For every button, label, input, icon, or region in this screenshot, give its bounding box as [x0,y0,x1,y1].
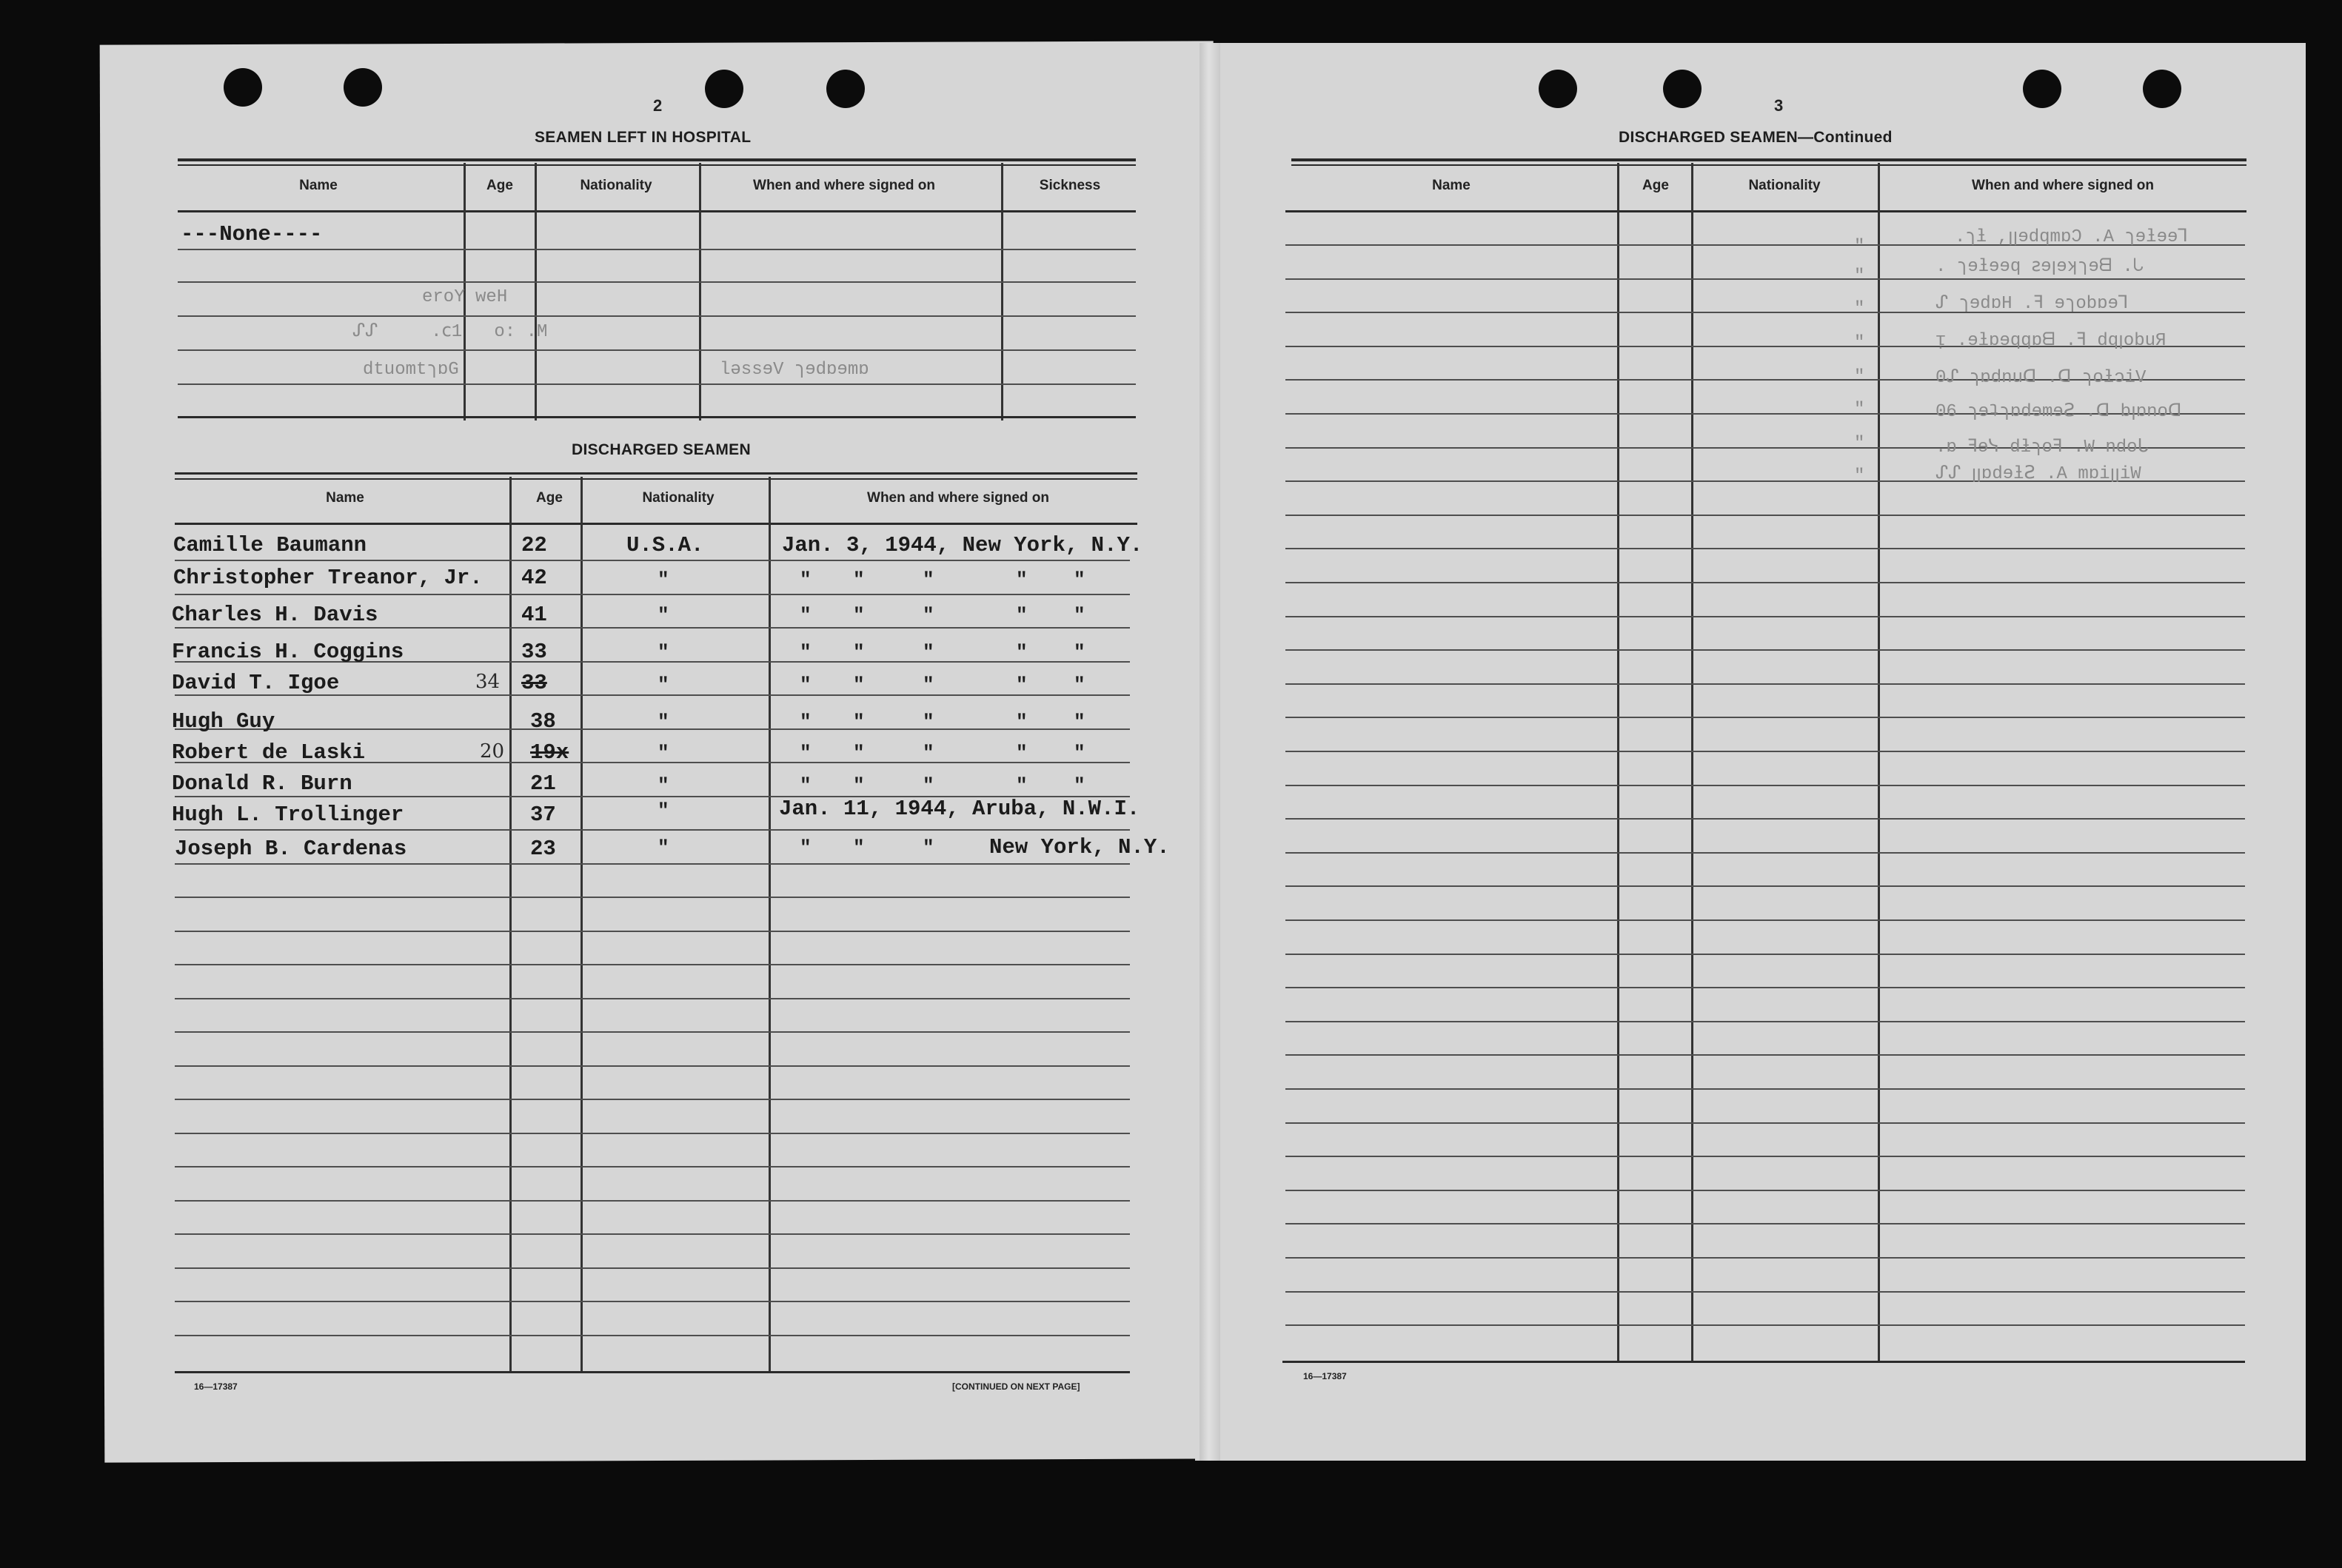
punch-hole [2143,70,2181,108]
table-row-line [175,1335,1130,1336]
ditto-mark: " [658,711,669,733]
right-col-signed-on: When and where signed on [1972,178,2154,193]
faint-ditto-mark: " [1854,367,1865,387]
seaman-signed-on: Jan. 3, 1944, New York, N.Y. [782,533,1143,557]
table-row-line [1285,1021,2245,1022]
table-row-line [175,1267,1130,1269]
handwritten-age-correction: 34 [475,671,501,693]
ditto-mark: " [800,837,812,859]
seaman-age: 33 [521,671,547,695]
table-row-line [1285,1223,2245,1224]
ditto-mark: " [1074,711,1085,733]
ditto-mark: " [658,569,669,591]
discharged-continued-title: DISCHARGED SEAMEN—Continued [1619,129,1893,146]
ditto-mark: " [923,569,934,591]
seaman-age: 42 [521,566,547,590]
table-row-line [1285,1054,2245,1056]
discharged-col-name: Name [326,490,364,506]
table-row-line [1285,885,2245,887]
discharged-header-rule [175,523,1137,525]
table-row-line [175,728,1130,730]
ditto-mark: " [800,641,812,663]
hospital-row-line [178,281,1136,283]
faint-ditto-mark: " [1854,237,1865,257]
table-row-line [175,1200,1130,1202]
seaman-name: Hugh L. Trollinger [172,803,404,827]
hospital-table-top-rule-2 [178,164,1136,166]
page-number: 2 [653,96,663,115]
discharged-table-bottom-rule [175,1371,1130,1373]
discharged-table-top-rule-2 [175,478,1137,480]
ditto-mark: " [1074,604,1085,626]
hospital-col-nationality: Nationality [580,178,652,193]
table-row-line [1285,919,2245,921]
seaman-signed-on: Jan. 11, 1944, Aruba, N.W.I. [779,797,1140,821]
hospital-table-bottom-rule [178,416,1136,418]
punch-hole [705,70,743,108]
ditto-mark: " [1074,774,1085,797]
bleed-through-text: ləssɘV ɿɘdɒɘmɒ [720,360,869,380]
table-row-line [175,1031,1130,1033]
hospital-col-signed-on: When and where signed on [753,178,935,193]
form-code: 16—17387 [1303,1371,1347,1381]
ditto-mark: " [658,641,669,663]
discharged-col-nationality: Nationality [642,490,715,506]
ditto-mark: " [800,674,812,696]
bleed-through-text: ᔑ ɿɘdɒH .ꟻ ɘɿobɒɘꞀ [1936,294,2129,314]
discharged-col-divider [581,477,583,1371]
ditto-mark: " [853,674,865,696]
table-row-line [175,964,1130,965]
right-col-divider [1691,163,1693,1362]
ditto-mark: " [800,569,812,591]
ditto-mark: " [923,837,934,859]
ditto-mark: " [1016,641,1028,663]
table-row-line [175,560,1130,561]
table-row-line [1285,1324,2245,1326]
table-row-line [175,1233,1130,1235]
right-col-divider [1617,163,1619,1362]
right-header-rule [1285,210,2246,212]
punch-hole [826,70,865,108]
table-row-line [1285,717,2245,718]
bleed-through-text: .ɒ ꟻɘᓭ dƚɿoꟻ .W ndoᒐ [1936,438,2149,458]
bleed-through-text: eroY weH [422,287,508,307]
table-row-line [1285,785,2245,786]
ditto-mark: " [800,711,812,733]
table-row-line [1285,1088,2245,1090]
ditto-mark: " [658,837,669,859]
hospital-col-sickness: Sickness [1039,178,1101,193]
table-row-line [1285,515,2245,516]
seaman-age: 33 [521,640,547,664]
hospital-none-entry: ---None---- [181,222,323,247]
ditto-mark: " [658,674,669,696]
seaman-name: Christopher Treanor, Jr. [173,566,483,590]
seaman-age: 21 [530,771,556,796]
ditto-mark: " [853,604,865,626]
ditto-mark: " [923,604,934,626]
table-row-line [1285,582,2245,583]
table-row-line [175,998,1130,999]
ditto-mark: " [1016,742,1028,764]
table-row-line [1285,1190,2245,1191]
table-row-line [175,594,1130,595]
ditto-mark: " [853,742,865,764]
table-row-line [1285,1291,2245,1293]
seaman-age: 37 [530,803,556,827]
right-table-top-rule-2 [1291,164,2246,166]
bleed-through-text: 06 ɿɘʇɿɒdɘmɘꙄ .ᗡ bꞁɒnoᗡ [1936,402,2182,422]
table-row-line [175,1166,1130,1167]
punch-hole [1539,70,1577,108]
ditto-mark: " [1016,674,1028,696]
bleed-through-text: 0ᔑ ɿɒdnuᗡ .ᗡ ɿoƚɔiV [1936,368,2147,388]
ditto-mark: " [853,569,865,591]
table-row-line [175,863,1130,865]
table-row-line [1285,649,2245,651]
ditto-mark: " [1016,774,1028,797]
table-row-line [175,1065,1130,1067]
ditto-mark: " [1016,604,1028,626]
right-col-nationality: Nationality [1748,178,1821,193]
faint-ditto-mark: " [1854,333,1865,353]
ditto-mark: " [658,774,669,797]
ditto-mark: " [1074,674,1085,696]
handwritten-age-correction: 20 [480,740,505,763]
right-col-divider [1878,163,1880,1362]
ditto-mark: " [1016,569,1028,591]
hospital-col-name: Name [299,178,338,193]
hospital-section-title: SEAMEN LEFT IN HOSPITAL [535,129,752,146]
table-row-line [1285,616,2245,617]
ditto-mark: " [923,774,934,797]
ditto-mark: " [800,774,812,797]
discharged-section-title: DISCHARGED SEAMEN [572,441,751,458]
table-row-line [175,1301,1130,1302]
seaman-signed-on-place: New York, N.Y. [989,835,1170,860]
ditto-mark: " [658,800,669,822]
table-row-line [1285,683,2245,685]
punch-hole [2023,70,2061,108]
punch-hole [344,68,382,107]
right-col-age: Age [1642,178,1669,193]
table-row-line [1285,548,2245,549]
hospital-table-top-rule [178,158,1136,161]
ditto-mark: " [923,742,934,764]
seaman-name: Joseph B. Cardenas [175,837,407,861]
right-table-bottom-rule [1282,1361,2245,1363]
seaman-age: 22 [521,533,547,557]
ditto-mark: " [800,604,812,626]
bleed-through-text: .ɿƚ ,ꞁꞁɘdqmɒƆ .A ɿɘƚɘɘꞀ [1955,227,2188,247]
hospital-header-rule [178,210,1136,212]
faint-ditto-mark: " [1854,434,1865,454]
ditto-mark: " [1074,569,1085,591]
table-row-line [1285,954,2245,955]
bleed-through-text: . ɿɘƚɘɘq ꙅɘꞁɘʞɿɘᗺ .ᒐ [1936,257,2144,277]
ditto-mark: " [923,674,934,696]
ditto-mark: " [1074,641,1085,663]
faint-ditto-mark: " [1854,466,1865,486]
hospital-col-divider [535,163,537,421]
seaman-name: Charles H. Davis [172,603,378,627]
table-row-line [175,931,1130,932]
seaman-name: Robert de Laski [172,740,366,765]
ditto-mark: " [1016,711,1028,733]
table-row-line [175,1133,1130,1134]
ditto-mark: " [1074,742,1085,764]
bleed-through-text: ᔑᔑ ꞁꞁɒdɘƚꙄ .A mɒiꞁꞁiW [1936,464,2141,484]
ditto-mark: " [853,774,865,797]
page-fold [1200,43,1220,1461]
hospital-col-divider [699,163,701,421]
page-number: 3 [1774,96,1784,115]
hospital-row-line [178,315,1136,317]
table-row-line [175,829,1130,831]
right-table-top-rule [1291,158,2246,161]
table-row-line [1285,852,2245,854]
bleed-through-text: ᔑᔑ .ⅽ1 o: .M [352,322,548,342]
faint-ditto-mark: " [1854,299,1865,319]
hospital-row-line [178,349,1136,351]
seaman-age: 41 [521,603,547,627]
hospital-col-divider [1001,163,1003,421]
bleed-through-text: ᴉ .ɘƚɒɘqqɒᗺ .ꟻ dqꞁobuЯ [1936,331,2167,351]
table-row-line [1285,278,2245,280]
discharged-table-top-rule [175,472,1137,475]
form-code: 16—17387 [194,1381,238,1392]
seaman-age: 38 [530,709,556,734]
bleed-through-text: dtuomtɿɒG [363,360,459,380]
ditto-mark: " [658,742,669,764]
ditto-mark: " [923,711,934,733]
hospital-col-age: Age [486,178,513,193]
faint-ditto-mark: " [1854,400,1865,420]
seaman-name: Hugh Guy [172,709,275,734]
table-row-line [1285,1257,2245,1259]
ditto-mark: " [853,837,865,859]
punch-hole [1663,70,1702,108]
punch-hole [224,68,262,107]
seaman-age: 19x [530,740,569,765]
seaman-name: Francis H. Coggins [172,640,404,664]
table-row-line [1285,751,2245,752]
ditto-mark: " [853,641,865,663]
ditto-mark: " [923,641,934,663]
seaman-age: 23 [530,837,556,861]
table-row-line [1285,818,2245,820]
seaman-nationality: U.S.A. [626,533,704,557]
right-col-name: Name [1432,178,1471,193]
ditto-mark: " [658,604,669,626]
ditto-mark: " [853,711,865,733]
discharged-col-divider [509,477,512,1371]
continued-note: [CONTINUED ON NEXT PAGE] [952,1381,1080,1392]
faint-ditto-mark: " [1854,267,1865,287]
discharged-col-age: Age [536,490,563,506]
hospital-row-line [178,249,1136,250]
table-row-line [1285,987,2245,988]
table-row-line [1285,1156,2245,1157]
discharged-col-signed-on: When and where signed on [867,490,1049,506]
discharged-col-divider [769,477,771,1371]
seaman-name: Donald R. Burn [172,771,352,796]
table-row-line [175,1099,1130,1100]
seaman-name: Camille Baumann [173,533,367,557]
table-row-line [175,627,1130,629]
seaman-name: David T. Igoe [172,671,340,695]
ditto-mark: " [800,742,812,764]
hospital-row-line [178,383,1136,385]
table-row-line [175,897,1130,898]
table-row-line [1285,1122,2245,1124]
